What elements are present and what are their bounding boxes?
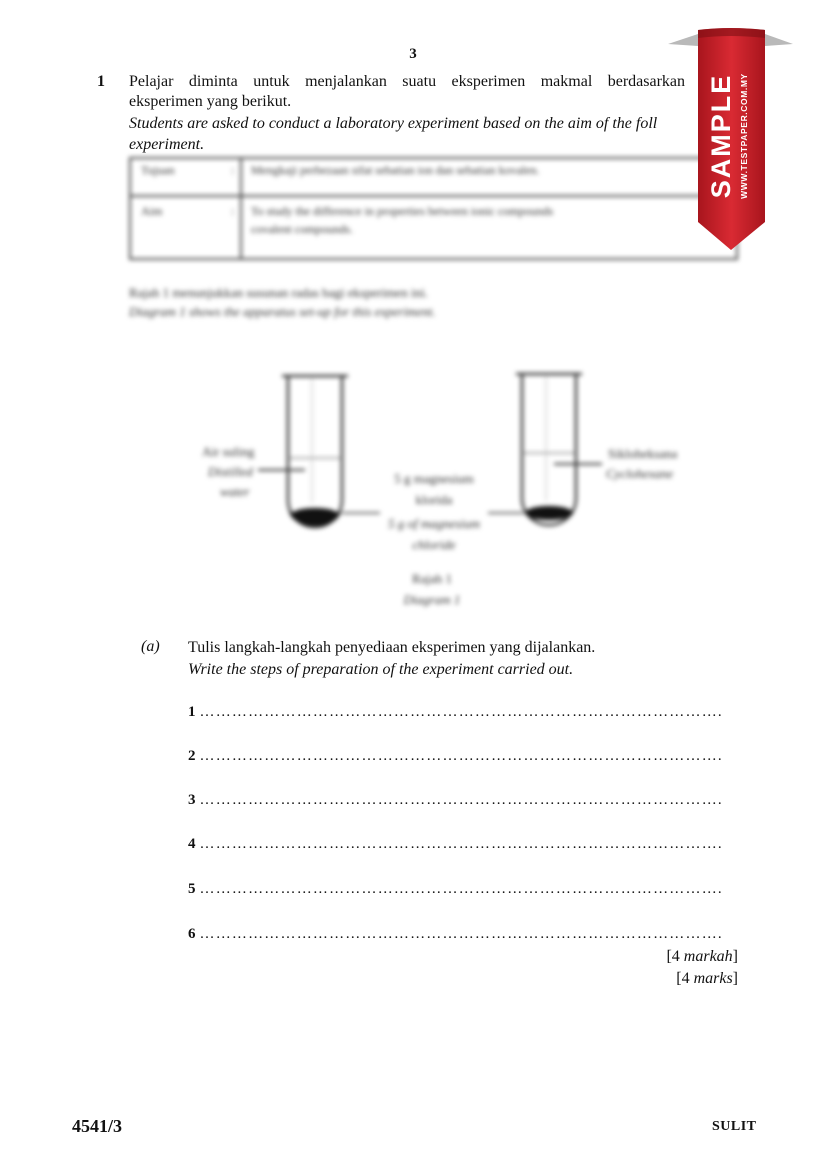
answer-line-dots: ……………………………………………………………………………………. bbox=[199, 704, 723, 720]
answer-line-dots: ……………………………………………………………………………………. bbox=[199, 836, 723, 852]
marks-malay-number: [4 bbox=[666, 948, 680, 965]
aim-row2-text-2: covalent compounds. bbox=[251, 222, 353, 236]
part-a-question bbox=[188, 637, 595, 681]
label-mgcl-malay-2: klorida bbox=[415, 492, 453, 507]
question-english-line2: experiment. bbox=[129, 136, 205, 153]
apparatus-diagram bbox=[170, 368, 710, 618]
diagram-intro-english: Diagram 1 shows the apparatus set-up for this experiment. bbox=[129, 304, 436, 319]
answer-line-dots: ……………………………………………………………………………………. bbox=[199, 881, 723, 897]
question-text-malay bbox=[129, 72, 685, 112]
part-a-english: Write the steps of preparation of the experiment carried out. bbox=[188, 661, 574, 678]
answer-line-6[interactable] bbox=[188, 926, 740, 943]
question-malay-line1: Pelajar diminta untuk menjalankan suatu eksperimen makmal berdasarkan bbox=[129, 73, 685, 90]
answer-line-number: 1 bbox=[188, 704, 196, 720]
answer-line-number: 6 bbox=[188, 926, 196, 942]
answer-line-3[interactable] bbox=[188, 792, 740, 809]
label-distilled-water-malay: Air suling bbox=[202, 444, 255, 459]
answer-line-dots: ……………………………………………………………………………………. bbox=[199, 748, 723, 764]
aim-row2-label: Aim bbox=[141, 204, 163, 218]
part-a-label: (a) bbox=[141, 638, 160, 655]
diagram-intro bbox=[129, 283, 436, 321]
answer-line-dots: ……………………………………………………………………………………. bbox=[199, 792, 723, 808]
label-distilled-water-2: water bbox=[220, 484, 250, 499]
diagram-intro-malay: Rajah 1 menunjukkan susunan radas bagi eksperimen ini. bbox=[129, 285, 428, 300]
classification-label: SULIT bbox=[712, 1119, 757, 1134]
answer-line-dots: ……………………………………………………………………………………. bbox=[199, 926, 723, 942]
question-number: 1 bbox=[97, 73, 105, 90]
page-number: 3 bbox=[409, 46, 417, 62]
question-malay-line2: eksperimen yang berikut. bbox=[129, 93, 292, 110]
answer-line-number: 5 bbox=[188, 881, 196, 897]
marks-malay: [4 markah] bbox=[666, 948, 738, 965]
answer-line-2[interactable] bbox=[188, 748, 740, 765]
aim-row1-text: Mengkaji perbezaan sifat sebatian ion dan sebatian kovalen. bbox=[251, 163, 540, 177]
label-mgcl-english-1: 5 g of magnesium bbox=[387, 516, 481, 531]
marks-english-word: marks bbox=[693, 970, 733, 987]
answer-line-5[interactable] bbox=[188, 881, 740, 898]
answer-line-1[interactable] bbox=[188, 704, 740, 721]
answer-line-number: 3 bbox=[188, 792, 196, 808]
marks-malay-word: markah bbox=[683, 948, 733, 965]
label-distilled-water-1: Distilled bbox=[208, 464, 253, 479]
right-test-tube bbox=[516, 374, 582, 525]
aim-row1-sep: : bbox=[231, 163, 235, 177]
question-text-english bbox=[129, 113, 685, 155]
aim-table bbox=[129, 157, 738, 260]
label-cyclohexane-english: Cyclohexane bbox=[606, 466, 674, 481]
marks-english: [4 marks] bbox=[676, 970, 738, 987]
answer-line-number: 2 bbox=[188, 748, 196, 764]
label-mgcl-english-2: chloride bbox=[412, 537, 456, 552]
marks-english-number: [4 bbox=[676, 970, 690, 987]
aim-row2-text-1: To study the difference in properties between ionic compounds bbox=[251, 204, 554, 218]
label-mgcl-malay-1: 5 g magnesium bbox=[394, 471, 474, 486]
left-test-tube bbox=[282, 376, 348, 527]
paper-code: 4541/3 bbox=[72, 1116, 123, 1136]
caption-malay: Rajah 1 bbox=[411, 571, 453, 586]
ribbon-sample-text: SAMPLE bbox=[706, 73, 736, 199]
sample-ribbon bbox=[668, 26, 793, 262]
label-cyclohexane-malay: Sikloheksana bbox=[608, 446, 678, 461]
answer-line-4[interactable] bbox=[188, 836, 740, 853]
part-a-malay: Tulis langkah-langkah penyediaan eksperimen yang dijalankan. bbox=[188, 639, 596, 656]
answer-line-number: 4 bbox=[188, 836, 196, 852]
caption-english: Diagram 1 bbox=[403, 592, 461, 607]
ribbon-url-text: WWW.TESTPAPER.COM.MY bbox=[739, 73, 749, 199]
aim-row1-label: Tujuan bbox=[141, 163, 175, 177]
aim-row2-sep: : bbox=[231, 204, 235, 218]
question-english-line1: Students are asked to conduct a laboratory experiment based on the aim of the foll bbox=[129, 115, 658, 132]
